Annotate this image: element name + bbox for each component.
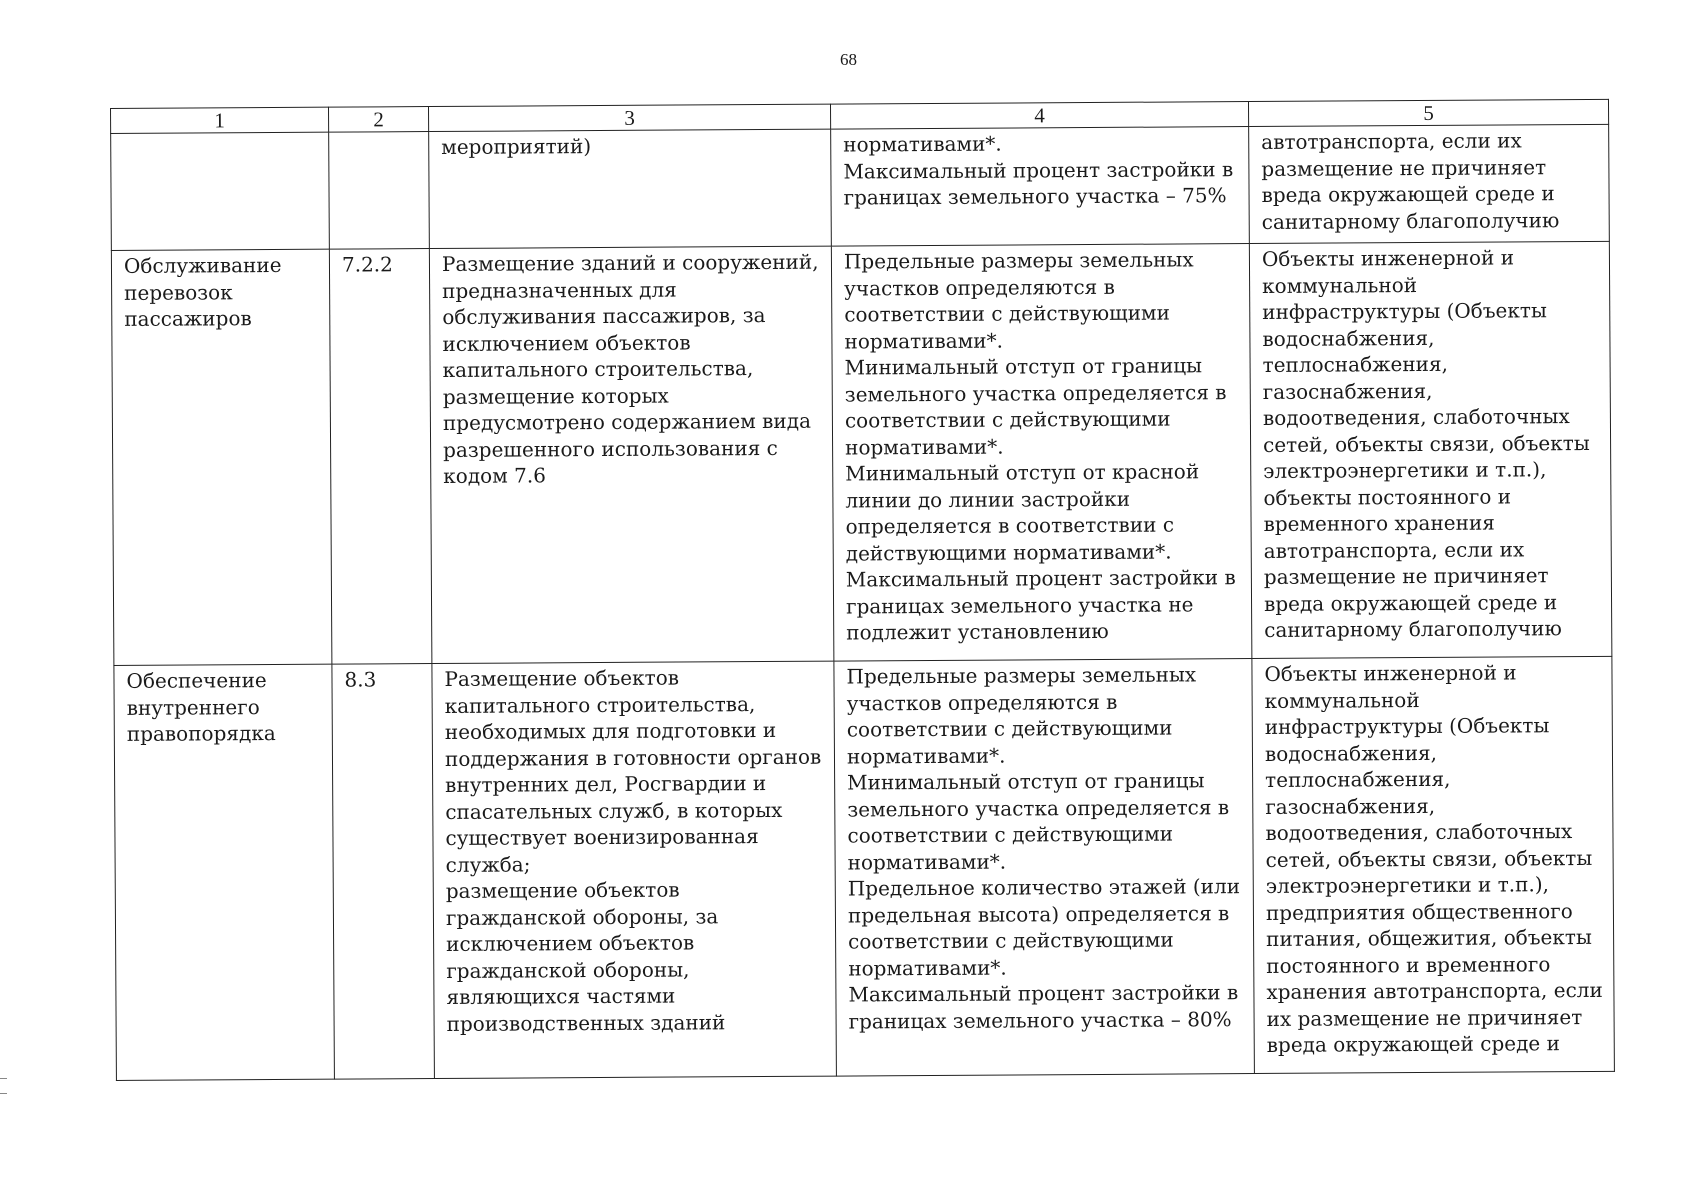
parameters-cell: Предельные размеры земельных участков определяются в соответствии с действующими нормативами*. Минимальный отступ от границы земельного участка определяется в соответствии с действующими нормативами*. Предельное количество этажей (или предельная высота) определяется в соответствии с действующими нормативами*. Максимальный процент застройки в границах земельного участка – 80% — [834, 659, 1255, 1077]
column-header-4: 4 — [830, 102, 1248, 130]
use-code-cell: 7.2.2 — [329, 249, 432, 665]
auxiliary-uses-cell: Объекты инженерной и коммунальной инфраструктуры (Объекты водоснабжения, теплоснабжения, газоснабжения, водоотведения, слаботочных сетей, объекты связи, объекты электроэнергетики и т.п.), предприятия общественного питания, общежития, объекты постоянного и временного хранения автотранспорта, если их размещение не причиняет вреда окружающей среде и — [1252, 656, 1615, 1073]
use-description-cell: Размещение объектов капитального строительства, необходимых для подготовки и поддержания в готовности органов внутренних дел, Росгвардии и спасательных служб, в которых существует военизированная служба; размещение объектов гражданской обороны, за исключением объектов гражданской обороны, являющихся частями производственных зданий — [432, 661, 837, 1078]
table-row — [111, 241, 1612, 665]
column-header-2: 2 — [328, 107, 428, 133]
use-code-cell — [329, 132, 430, 250]
parameters-cell: Предельные размеры земельных участков определяются в соответствии с действующими нормативами*. Минимальный отступ от границы земельного участка определяется в соответствии с действующими нормативами*. Минимальный отступ от красной линии до линии застройки определяется в соответствии с действующими нормативами*. Максимальный процент застройки в границах земельного участка не подлежит установлению — [831, 244, 1252, 662]
parameters-cell: нормативами*. Максимальный процент застройки в границах земельного участка – 75% — [831, 127, 1250, 247]
table-row — [114, 656, 1615, 1080]
column-header-3: 3 — [428, 104, 830, 131]
auxiliary-uses-cell: Объекты инженерной и коммунальной инфраструктуры (Объекты водоснабжения, теплоснабжения, газоснабжения, водоотведения, слаботочных сетей, объекты связи, объекты электроэнергетики и т.п.), объекты постоянного и временного хранения автотранспорта, если их размещение не причиняет вреда окружающей среде и санитарному благополучию — [1249, 241, 1612, 658]
column-header-5: 5 — [1248, 99, 1608, 126]
use-name-cell: Обеспечение внутреннего правопорядка — [114, 664, 335, 1080]
use-name-cell — [111, 132, 330, 250]
scan-edge-mark — [0, 1078, 7, 1094]
use-name-cell: Обслуживание перевозок пассажиров — [111, 249, 332, 665]
column-header-1: 1 — [111, 107, 329, 133]
page-number: 68 — [840, 50, 857, 69]
auxiliary-uses-cell: автотранспорта, если их размещение не причиняет вреда окружающей среде и санитарному благополучию — [1249, 124, 1610, 243]
use-code-cell: 8.3 — [332, 664, 435, 1080]
use-description-cell: мероприятий) — [429, 129, 832, 248]
zoning-table — [110, 99, 1615, 1081]
use-description-cell: Размещение зданий и сооружений, предназначенных для обслуживания пассажиров, за исключением объектов капитального строительства, размещение которых предусмотрено содержанием вида разрешенного использования с кодом 7.6 — [429, 246, 834, 663]
table-row — [111, 124, 1610, 250]
